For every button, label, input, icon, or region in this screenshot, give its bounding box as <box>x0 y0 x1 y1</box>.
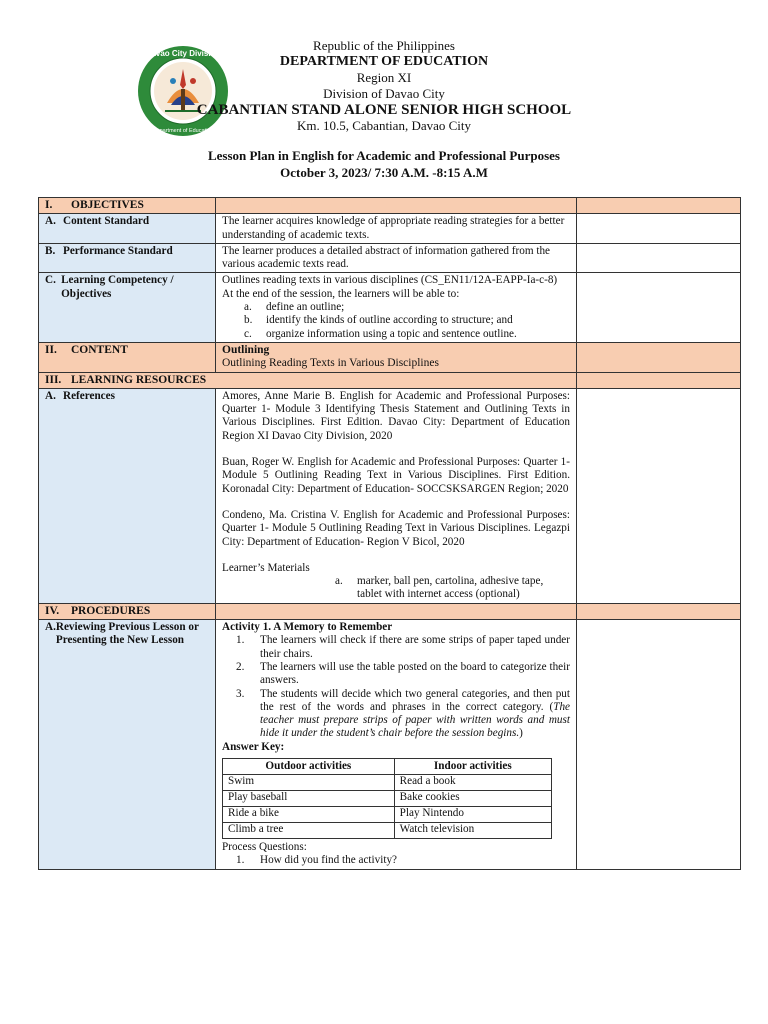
title-line-2: October 3, 2023/ 7:30 A.M. -8:15 A.M <box>280 165 488 180</box>
activity-steps <box>222 634 570 740</box>
reference-entry: Amores, Anne Marie B. English for Academic and Professional Purposes: Quarter 1- Module 3 Identifying Thesis Statement and Outlining Texts in Various Disciplines. First Edition. Davao City: Department of Education Region XI Davao City Division, 2020 <box>222 389 570 442</box>
column-header: Indoor activities <box>394 758 551 774</box>
row-label: Learning Competency / Objectives <box>61 274 174 300</box>
lesson-plan-table <box>38 197 741 870</box>
list-item: b. identify the kinds of outline according to structure; and <box>244 314 513 327</box>
svg-text:Davao City Division: Davao City Division <box>145 49 221 58</box>
content-subtopic: Outlining Reading Texts in Various Disciplines <box>222 357 439 370</box>
table-row: Play baseball Bake cookies <box>223 790 552 806</box>
section-content: II. CONTENT Outlining Outlining Reading Texts in Various Disciplines <box>39 342 741 372</box>
republic-line: Republic of the Philippines <box>313 38 455 53</box>
objectives-list <box>222 301 570 341</box>
department-line: DEPARTMENT OF EDUCATION <box>279 54 489 69</box>
reference-entry: Buan, Roger W. English for Academic and Professional Purposes: Quarter 1- Module 5 Outlining Reading Text in Various Disciplines. First Edition. Koronadal City: Department of Education- SOCCSKSARGEN Region; 2020 <box>222 456 570 495</box>
list-item: 1. How did you find the activity? <box>236 854 398 867</box>
materials-label: Learner’s Materials <box>222 561 310 574</box>
process-questions-label: Process Questions: <box>222 840 307 853</box>
list-item: 1. The learners will check if there are some strips of paper taped under their chairs. <box>236 634 570 660</box>
answer-key-table <box>222 758 552 839</box>
section-heading: CONTENT <box>71 343 128 356</box>
process-questions-list <box>222 854 570 867</box>
row-learning-competency: C. Learning Competency / Objectives Outlines reading texts in various disciplines (CS_EN11/12A-EAPP-Ia-c-8) At the end of the session, the learners will be able to: a. define an outline; b. identify the kinds of outline according to structure; and c. organize information using a topic and sentence outline. <box>39 273 741 342</box>
row-label: References <box>63 389 115 402</box>
teacher-note: The teacher must prepare strips of paper with written words and must hide it under the student’s chair before the session begins. <box>260 700 570 740</box>
section-objectives: I. OBJECTIVES <box>39 198 741 214</box>
list-item: 2. The learners will use the table posted on the board to categorize their answers. <box>236 660 570 687</box>
division-line: Division of Davao City <box>323 86 445 101</box>
document-title <box>0 147 768 181</box>
school-address: Km. 10.5, Cabantian, Davao City <box>296 118 472 133</box>
table-row: Climb a tree Watch television <box>223 822 552 838</box>
activity-title: Activity 1. A Memory to Remember <box>222 621 393 634</box>
svg-text:Department of Education: Department of Education <box>152 128 214 134</box>
region-line: Region XI <box>356 70 412 85</box>
table-header-row <box>223 758 552 774</box>
row-reviewing-previous-lesson: A. Reviewing Previous Lesson or Presenting the New Lesson Activity 1. A Memory to Remember 1. The learners will check if there are some strips of paper taped under their chairs. 2. The learners will use the table posted on the board to categorize their answers. 3. The students will decide which two general categories, and then put the rest of the words and phrases in the correct category. (The teacher must prepare strips of paper with written words and must hide it under the student’s chair before the session begins.) Answer Key: Outdoor activities Indoor activities Swim Read a book Play baseball Bake cookies Ride a bike Play Nintendo Climb a tree Watch television Process Questions: 1. How did you find the activity? <box>39 620 741 870</box>
row-references: A. References Amores, Anne Marie B. English for Academic and Professional Purposes: Quarter 1- Module 3 Identifying Thesis Statement and Outlining Texts in Various Disciplines. First Edition. Davao City: Department of Education Region XI Davao City Division, 2020 Buan, Roger W. English for Academic and Professional Purposes: Quarter 1- Module 5 Outlining Reading Text in Various Disciplines. First Edition. Koronadal City: Department of Education- SOCCSKSARGEN Region; 2020 Condeno, Ma. Cristina V. English for Academic and Professional Purposes: Quarter 1- Module 5 Outlining Reading Text in Various Disciplines. Legazpi City: Department of Education- Region V Bicol, 2020 Learner’s Materials a. marker, ball pen, cartolina, adhesive tape, tablet with internet access (optional) <box>39 388 741 603</box>
performance-standard-text: The learner produces a detailed abstract of information gathered from the various academic texts read. <box>222 244 551 271</box>
reference-entry: Condeno, Ma. Cristina V. English for Academic and Professional Purposes: Quarter 1- Module 5 Outlining Reading Text in Various Disciplines. Legazpi City: Department of Education- Region V Bicol, 2020 <box>222 508 570 548</box>
materials-item: a. marker, ball pen, cartolina, adhesive tape, tablet with internet access (optional) <box>335 575 544 601</box>
list-item: a. define an outline; <box>244 301 345 314</box>
list-item: c. organize information using a topic and sentence outline. <box>244 327 517 340</box>
section-heading: LEARNING RESOURCES <box>71 373 207 386</box>
section-procedures: IV. PROCEDURES <box>39 603 741 619</box>
row-performance-standard: B. Performance Standard The learner produces a detailed abstract of information gathered from the various academic texts read. <box>39 243 741 273</box>
content-standard-text: The learner acquires knowledge of appropriate reading strategies for a better understanding of academic texts. <box>222 215 565 241</box>
row-label: Performance Standard <box>63 244 173 257</box>
document-header <box>0 38 768 134</box>
content-topic: Outlining <box>222 343 270 356</box>
section-heading: PROCEDURES <box>71 604 151 617</box>
row-label: Reviewing Previous Lesson or Presenting the New Lesson <box>55 621 199 647</box>
list-item: 3. The students will decide which two general categories, and then put the rest of the words and phrases in the correct category. (The teacher must prepare strips of paper with written words and must hide it under the student’s chair before the session begins.) <box>236 687 570 740</box>
competency-code: Outlines reading texts in various disciplines (CS_EN11/12A-EAPP-Ia-c-8) <box>222 274 558 287</box>
school-name: CABANTIAN STAND ALONE SENIOR HIGH SCHOOL <box>196 102 572 118</box>
title-line-1: Lesson Plan in English for Academic and Professional Purposes <box>207 148 560 163</box>
answer-key-label: Answer Key: <box>222 740 285 753</box>
row-label: Content Standard <box>63 215 150 228</box>
section-learning-resources: III. LEARNING RESOURCES <box>39 372 741 388</box>
competency-intro: At the end of the session, the learners will be able to: <box>222 287 460 300</box>
table-row: Swim Read a book <box>223 774 552 790</box>
column-header: Outdoor activities <box>223 758 395 774</box>
row-content-standard: A. Content Standard The learner acquires knowledge of appropriate reading strategies for a better understanding of academic texts. <box>39 214 741 244</box>
table-row: Ride a bike Play Nintendo <box>223 806 552 822</box>
section-heading: OBJECTIVES <box>71 199 144 211</box>
